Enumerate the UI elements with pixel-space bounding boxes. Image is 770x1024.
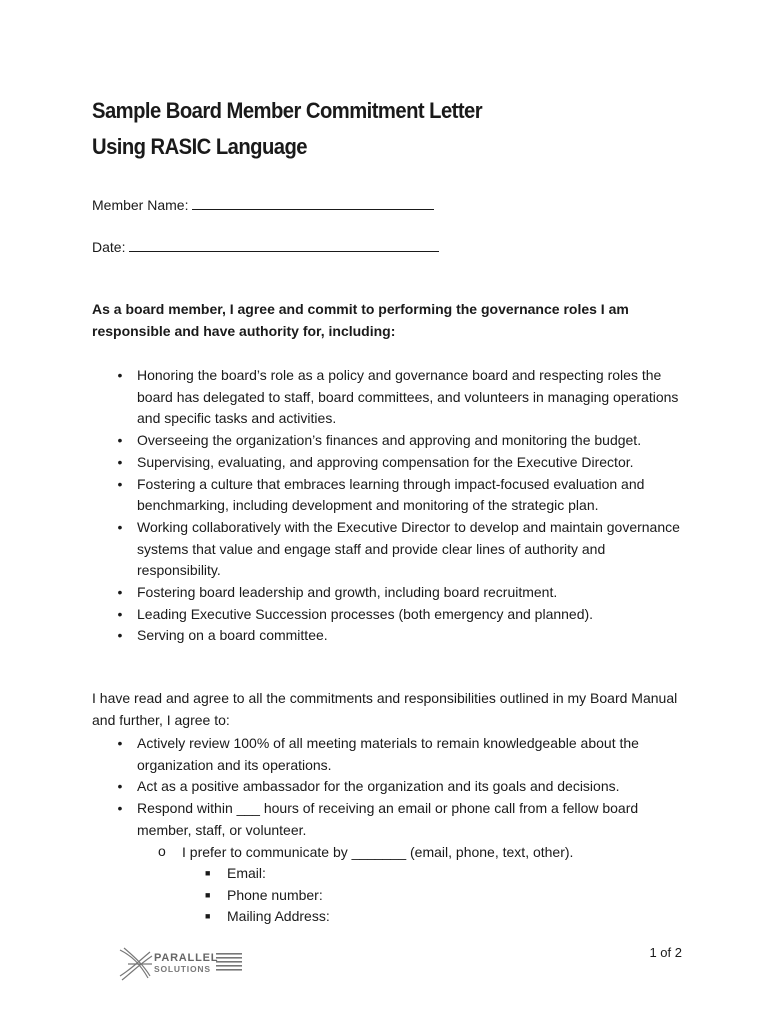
bullet-icon: • <box>117 627 123 644</box>
bullet-icon: • <box>117 735 123 751</box>
square-bullet-icon: ■ <box>205 868 211 878</box>
list-item: • Fostering a culture that embraces learning through impact-focused evaluation and benchmarking, including development and monitoring of the strategic plan. <box>92 474 692 517</box>
bullet-icon: • <box>117 584 123 601</box>
member-name-blank-line <box>192 196 434 210</box>
bullet-icon: • <box>117 367 123 383</box>
list-item: • Supervising, evaluating, and approving compensation for the Executive Director. <box>92 452 692 474</box>
bullet-icon: • <box>117 518 123 535</box>
contact-address-label: Mailing Address: <box>227 908 330 925</box>
communication-preference: I prefer to communicate by _______ (email, phone, text, other). <box>182 844 574 860</box>
list-item: • Honoring the board’s role as a policy and governance board and respecting roles the board has delegated to staff, board committees, and volunteers in managing operations and specific tasks and activities. <box>92 365 692 430</box>
bullet-icon: • <box>117 475 123 492</box>
list-item: • Overseeing the organization’s finances and approving and monitoring the budget. <box>92 430 692 452</box>
date-field <box>92 238 439 255</box>
list-item: • Serving on a board committee. <box>92 625 692 647</box>
member-name-field <box>92 196 434 213</box>
agreement-paragraph: I have read and agree to all the commitments and responsibilities outlined in my Board Manual and further, I agree to: <box>92 690 678 728</box>
title-line-1: Sample Board Member Commitment Letter <box>92 98 483 123</box>
contact-fields-list <box>92 863 692 928</box>
member-name-label: Member Name: <box>92 197 189 213</box>
list-item: • Actively review 100% of all meeting materials to remain knowledgeable about the organization and its operations. <box>92 733 692 776</box>
list-item: • Act as a positive ambassador for the organization and its goals and decisions. <box>92 776 692 798</box>
page-number: 1 of 2 <box>649 945 682 960</box>
date-blank-line <box>129 238 439 252</box>
logo-line-1: PARALLEL <box>154 952 219 964</box>
bullet-icon: • <box>117 605 123 622</box>
date-label: Date: <box>92 239 126 255</box>
bullet-icon: • <box>117 432 123 449</box>
square-bullet-icon: ■ <box>205 889 211 900</box>
list-item: • Working collaboratively with the Executive Director to develop and maintain governance systems that value and engage staff and provide clear lines of authority and responsibility. <box>92 517 692 582</box>
commitment-lead: As a board member, I agree and commit to performing the governance roles I am responsible and have authority for, including: <box>92 301 629 339</box>
list-item: • Respond within ___ hours of receiving an email or phone call from a fellow board member, staff, or volunteer. <box>92 798 692 841</box>
roles-list <box>92 365 692 647</box>
list-item <box>92 885 692 907</box>
list-item <box>92 906 692 928</box>
list-item <box>92 863 692 885</box>
contact-email-label: Email: <box>227 865 266 881</box>
communication-sublist <box>92 842 692 864</box>
title-line-2: Using RASIC Language <box>92 134 307 159</box>
contact-phone-label: Phone number: <box>227 886 323 903</box>
list-item: • Fostering board leadership and growth, including board recruitment. <box>92 582 692 604</box>
bullet-icon: • <box>117 778 123 795</box>
bullet-icon: • <box>117 453 123 470</box>
bullet-icon: • <box>117 800 123 817</box>
logo-mark-icon <box>118 946 248 982</box>
circle-bullet-icon: o <box>158 843 166 859</box>
logo-line-2: SOLUTIONS <box>154 964 211 974</box>
list-item <box>92 842 692 864</box>
agreements-list <box>92 733 692 842</box>
page-title <box>92 93 482 165</box>
parallel-solutions-logo <box>118 946 248 982</box>
list-item: • Leading Executive Succession processes (both emergency and planned). <box>92 604 692 626</box>
square-bullet-icon: ■ <box>205 911 211 922</box>
